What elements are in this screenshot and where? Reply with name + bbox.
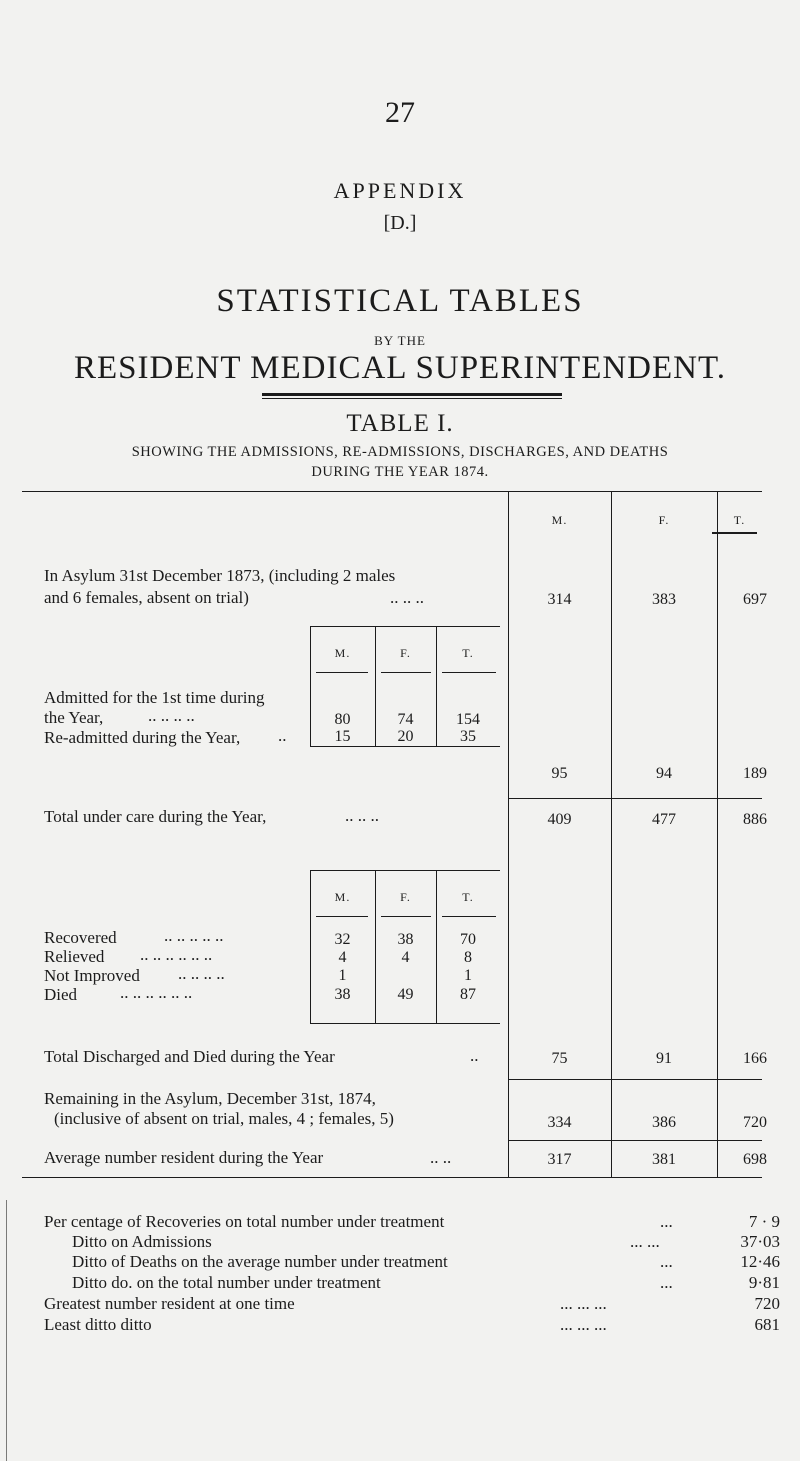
discharge-died-leader: .. .. .. .. .. .. — [120, 983, 193, 1002]
relieved-females: 4 — [401, 949, 410, 966]
discharge-recovered-label: Recovered — [44, 928, 117, 947]
stat-value: 37·03 — [740, 1232, 780, 1251]
stat-leader: ... ... ... — [560, 1294, 607, 1313]
relieved-total: 8 — [464, 949, 472, 966]
discharged-males: 75 — [551, 1050, 568, 1067]
stat-value: 9·81 — [748, 1273, 780, 1292]
stat-leader: ... — [660, 1252, 673, 1271]
remaining-label-1: Remaining in the Asylum, December 31st, 1874, — [44, 1089, 376, 1108]
recovered-total: 70 — [460, 931, 476, 948]
total-under-care-leader: .. .. .. — [345, 806, 379, 825]
table-subtitle-year: DURING THE YEAR 1874. — [311, 464, 489, 480]
relieved-males: 4 — [338, 949, 347, 966]
admissions-sub-underline-m — [316, 672, 368, 673]
stat-leader: ... ... — [630, 1232, 660, 1251]
stat-label: Greatest number resident at one time — [44, 1294, 295, 1313]
discharges-subheader-males: M. — [334, 890, 351, 904]
admissions-top-rule — [310, 626, 500, 627]
discharge-not-improved-leader: .. .. .. .. — [178, 964, 225, 983]
table-label: TABLE I. — [346, 410, 454, 437]
stat-label: Per centage of Recoveries on total number under treatment — [44, 1212, 445, 1231]
readmitted-males: 15 — [334, 728, 351, 745]
remaining-males: 334 — [547, 1114, 572, 1131]
discharge-relieved-label: Relieved — [44, 947, 105, 966]
stat-value: 7 · 9 — [748, 1212, 780, 1231]
admissions-total-females: 94 — [656, 765, 672, 782]
stat-label: Ditto of Deaths on the average number under treatment — [72, 1252, 448, 1271]
died-females: 49 — [397, 986, 414, 1003]
under-care-females: 477 — [652, 811, 676, 828]
col-header-total: T. — [733, 513, 746, 527]
admissions-subheader-males: M. — [334, 646, 351, 660]
in-asylum-females: 383 — [652, 591, 676, 608]
admitted-leader: .. .. .. .. — [148, 706, 195, 725]
discharged-total: 166 — [743, 1050, 767, 1067]
admissions-total-males: 95 — [551, 765, 568, 782]
col-header-females: F. — [658, 513, 670, 527]
admissions-subheader-total: T. — [462, 646, 474, 660]
table-bottom-rule — [22, 1177, 762, 1178]
stat-leader: ... ... ... — [560, 1315, 607, 1334]
stat-value: 12·46 — [740, 1252, 780, 1271]
page-number: 27 — [385, 96, 415, 129]
readmitted-leader: .. — [278, 726, 287, 745]
in-asylum-total: 697 — [743, 591, 767, 608]
admitted-label-1: Admitted for the 1st time during — [44, 688, 265, 707]
remaining-total: 720 — [743, 1114, 767, 1131]
discharge-died-label: Died — [44, 985, 78, 1004]
discharge-recovered-leader: .. .. .. .. .. — [164, 926, 224, 945]
discharged-bottom-rule — [508, 1079, 762, 1080]
appendix-heading: APPENDIX — [333, 178, 467, 203]
table-top-rule — [22, 491, 762, 492]
total-discharged-label: Total Discharged and Died during the Year — [44, 1047, 335, 1066]
stat-label: Least ditto ditto — [44, 1315, 152, 1334]
admissions-total-total: 189 — [743, 765, 767, 782]
discharges-subheader-total: T. — [462, 890, 474, 904]
admitted-label-2: the Year, — [44, 708, 104, 727]
stat-value: 681 — [754, 1315, 780, 1334]
by-line: BY THE — [374, 333, 426, 348]
average-leader: .. .. — [430, 1148, 452, 1167]
died-total: 87 — [460, 986, 476, 1003]
author-line: RESIDENT MEDICAL SUPERINTENDENT. — [74, 350, 726, 386]
stat-leader: ... — [660, 1212, 673, 1231]
admitted-total: 154 — [456, 711, 480, 728]
total-under-care-label: Total under care during the Year, — [44, 807, 267, 826]
discharged-females: 91 — [656, 1050, 672, 1067]
not-improved-total: 1 — [464, 967, 472, 984]
recovered-males: 32 — [334, 931, 351, 948]
title-rule-thin — [262, 398, 562, 399]
discharges-sub-underline-f — [381, 916, 431, 917]
discharges-bottom-rule — [310, 1023, 500, 1024]
binding-edge — [6, 1200, 7, 1461]
died-males: 38 — [334, 986, 351, 1003]
discharge-relieved-leader: .. .. .. .. .. .. — [140, 945, 213, 964]
readmitted-label: Re-admitted during the Year, — [44, 728, 241, 747]
row-in-asylum-label-1: In Asylum 31st December 1873, (including 2 males — [44, 566, 396, 585]
discharge-not-improved-label: Not Improved — [44, 966, 140, 985]
row-in-asylum-label-2: and 6 females, absent on trial) — [44, 588, 249, 607]
remaining-bottom-rule — [508, 1140, 762, 1141]
discharges-sub-underline-t — [442, 916, 496, 917]
admissions-sub-underline-f — [381, 672, 431, 673]
stat-label: Ditto on Admissions — [72, 1232, 212, 1251]
admissions-sub-underline-t — [442, 672, 496, 673]
admissions-subheader-females: F. — [400, 646, 411, 660]
not-improved-males: 1 — [338, 967, 347, 984]
average-label: Average number resident during the Year — [44, 1148, 324, 1167]
stat-value: 720 — [754, 1294, 780, 1313]
admitted-males: 80 — [334, 711, 351, 728]
row-in-asylum-leader: .. .. .. — [390, 588, 424, 607]
average-total: 698 — [743, 1151, 767, 1168]
discharges-top-rule — [310, 870, 500, 871]
stat-leader: ... — [660, 1273, 673, 1292]
remaining-females: 386 — [652, 1114, 676, 1131]
total-discharged-leader: .. — [470, 1046, 479, 1065]
main-title: STATISTICAL TABLES — [216, 283, 584, 319]
appendix-letter: [D.] — [383, 212, 417, 234]
remaining-label-2: (inclusive of absent on trial, males, 4 ; females, 5) — [54, 1109, 394, 1128]
header-underline — [712, 532, 757, 534]
readmitted-total: 35 — [460, 728, 476, 745]
average-females: 381 — [652, 1151, 676, 1168]
discharges-sub-underline-m — [316, 916, 368, 917]
average-males: 317 — [547, 1151, 572, 1168]
recovered-females: 38 — [397, 931, 414, 948]
under-care-total: 886 — [743, 811, 767, 828]
table-subtitle: SHOWING THE ADMISSIONS, RE-ADMISSIONS, DISCHARGES, AND DEATHS — [131, 444, 669, 460]
stat-label: Ditto do. on the total number under treatment — [72, 1273, 381, 1292]
discharges-subheader-females: F. — [400, 890, 411, 904]
col-header-males: M. — [551, 513, 568, 527]
readmitted-females: 20 — [397, 728, 414, 745]
title-rule — [262, 393, 562, 396]
admitted-females: 74 — [397, 711, 414, 728]
in-asylum-males: 314 — [547, 591, 572, 608]
under-care-top-rule — [508, 798, 762, 799]
under-care-males: 409 — [547, 811, 572, 828]
